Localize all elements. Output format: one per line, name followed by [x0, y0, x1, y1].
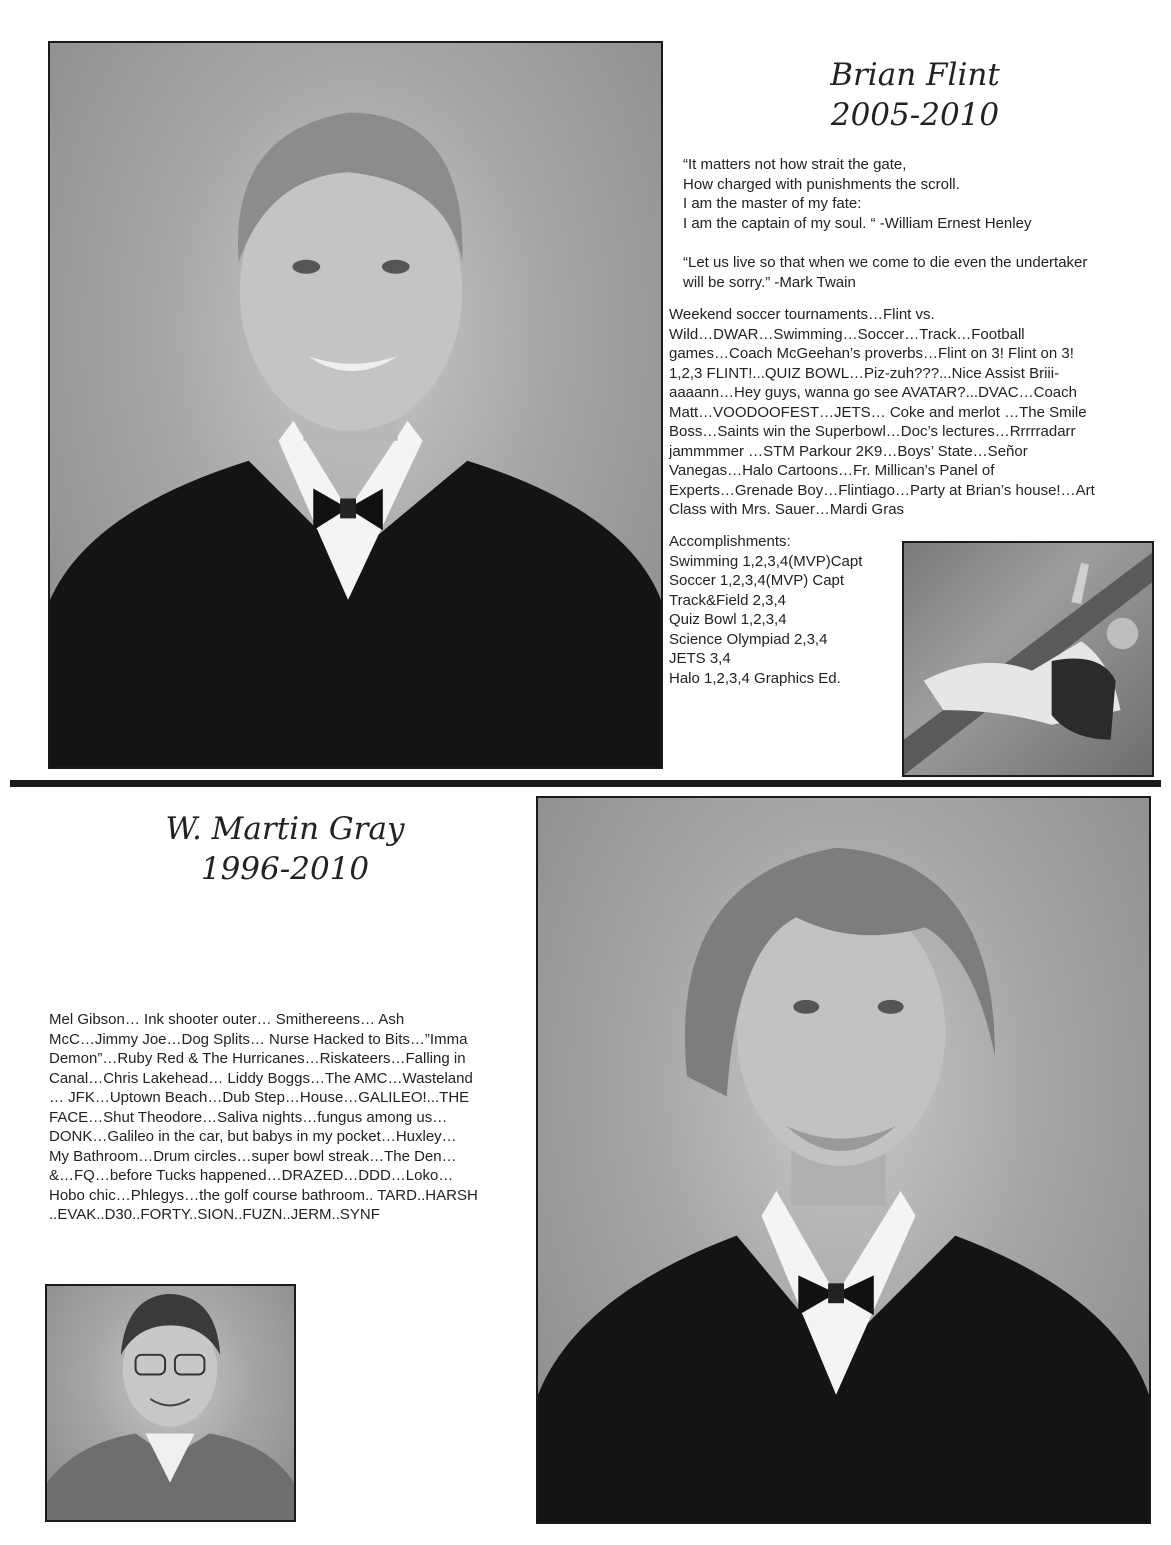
- accomplishment-item: JETS 3,4: [669, 650, 731, 667]
- memory-line: FACE…Shut Theodore…Saliva nights…fungus among us…: [49, 1108, 448, 1126]
- martin-gray-costume-photo: [45, 1284, 296, 1522]
- martin-gray-years: 1996-2010: [200, 851, 370, 887]
- memory-line: games…Coach McGeehan’s proverbs…Flint on 3! Flint on 3!: [669, 345, 1074, 362]
- brian-flint-candid-photo: [902, 541, 1154, 777]
- memory-line: Vanegas…Halo Cartoons…Fr. Millican’s Panel of: [669, 462, 995, 479]
- accomplishment-item: Halo 1,2,3,4 Graphics Ed.: [669, 669, 841, 687]
- martin-gray-memories: [49, 1010, 539, 1225]
- accomplishment-item: Science Olympiad 2,3,4: [669, 630, 828, 648]
- memory-line: DONK…Galileo in the car, but babys in my pocket…Huxley…: [49, 1128, 457, 1145]
- quote-line: “It matters not how strait the gate,: [683, 156, 907, 173]
- memory-line: &…FQ…before Tucks happened…DRAZED…DDD…Loko…: [49, 1167, 454, 1184]
- memory-line: Experts…Grenade Boy…Flintiago…Party at Brian’s house!…Art: [669, 481, 1095, 499]
- quote-line: I am the captain of my soul. “ -William Ernest Henley: [683, 214, 1032, 232]
- memory-line: ..EVAK..D30..FORTY..SION..FUZN..JERM..SYNF: [49, 1206, 380, 1223]
- accomplishment-item: Quiz Bowl 1,2,3,4: [669, 611, 787, 628]
- brian-flint-years: 2005-2010: [830, 97, 1000, 133]
- memory-line: McC…Jimmy Joe…Dog Splits… Nurse Hacked to Bits…”Imma: [49, 1030, 468, 1048]
- memory-line: Class with Mrs. Sauer…Mardi Gras: [669, 501, 905, 518]
- memory-line: Canal…Chris Lakehead… Liddy Boggs…The AMC…Wasteland: [49, 1069, 473, 1087]
- accomplishment-item: Swimming 1,2,3,4(MVP)Capt: [669, 552, 863, 570]
- memory-line: Wild…DWAR…Swimming…Soccer…Track…Football: [669, 325, 1025, 343]
- memory-line: Demon”…Ruby Red & The Hurricanes…Riskateers…Falling in: [49, 1050, 466, 1067]
- twain-quote: [683, 253, 1153, 292]
- memory-line: … JFK…Uptown Beach…Dub Step…House…GALILEO!...THE: [49, 1089, 470, 1106]
- henley-quote: [683, 155, 1153, 233]
- section-divider: [10, 780, 1161, 787]
- accomplishments-heading: Accomplishments:: [669, 533, 791, 550]
- brian-flint-portrait-photo: [48, 41, 663, 769]
- martin-gray-portrait-photo: [536, 796, 1151, 1524]
- brian-flint-accomplishments: [669, 532, 899, 688]
- quote-line: I am the master of my fate:: [683, 195, 862, 212]
- memory-line: Weekend soccer tournaments…Flint vs.: [669, 306, 935, 323]
- memory-line: Hobo chic…Phlegys…the golf course bathroom.. TARD..HARSH: [49, 1186, 478, 1204]
- brian-flint-name: Brian Flint: [830, 57, 1000, 93]
- martin-gray-name: W. Martin Gray: [165, 811, 405, 847]
- quote-line: will be sorry.” -Mark Twain: [683, 273, 856, 291]
- memory-line: Matt…VOODOOFEST…JETS… Coke and merlot …The Smile: [669, 403, 1087, 421]
- brian-flint-memories: [669, 305, 1159, 520]
- memory-line: aaaann…Hey guys, wanna go see AVATAR?...DVAC…Coach: [669, 384, 1077, 401]
- quote-line: “Let us live so that when we come to die even the undertaker: [683, 254, 1088, 271]
- quote-line: How charged with punishments the scroll.: [683, 175, 960, 193]
- memory-line: Boss…Saints win the Superbowl…Doc’s lectures…Rrrrradarr: [669, 423, 1076, 440]
- memory-line: 1,2,3 FLINT!...QUIZ BOWL…Piz-zuh???...Nice Assist Briii-: [669, 364, 1060, 382]
- memory-line: Mel Gibson… Ink shooter outer… Smithereens… Ash: [49, 1011, 405, 1028]
- accomplishment-item: Soccer 1,2,3,4(MVP) Capt: [669, 572, 845, 589]
- accomplishment-item: Track&Field 2,3,4: [669, 591, 786, 609]
- memory-line: My Bathroom…Drum circles…super bowl streak…The Den…: [49, 1147, 457, 1165]
- memory-line: jammmmer …STM Parkour 2K9…Boys’ State…Señor: [669, 442, 1028, 460]
